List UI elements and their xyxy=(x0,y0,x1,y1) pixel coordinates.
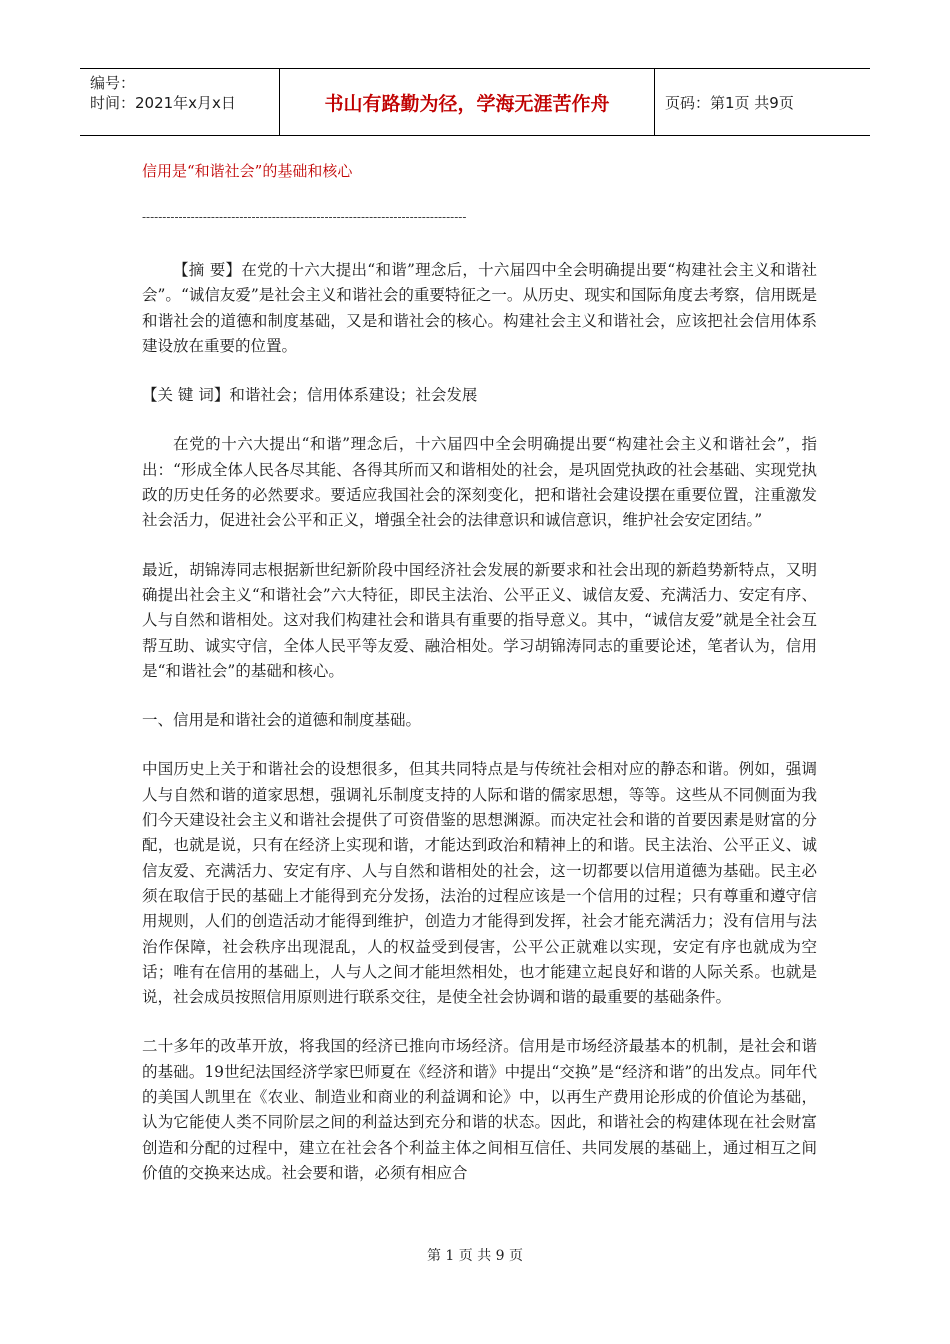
header-page-info: 页码：第1页 共9页 xyxy=(665,93,794,112)
page-footer: 第 1 页 共 9 页 xyxy=(426,1248,524,1264)
body-paragraph: 二十多年的改革开放，将我国的经济已推向市场经济。信用是市场经济最基本的机制，是社会和谐的基础。19世纪法国经济学家巴师夏在《经济和谐》中提出“交换”是“经济和谐”的出发点。同年代的美国人凯里在《农业、制造业和商业的利益调和论》中，以再生产费用论形成的价值论为基础，认为它能使人类不同阶层之间的利益达到充分和谐的状态。因此，和谐社会的构建体现在社会财富创造和分配的过程中，建立在社会各个利益主体之间相互信任、共同发展的基础上，通过相互之间价值的交换来达成。社会要和谐，必须有相应合 xyxy=(142,1037,817,1182)
page-header xyxy=(80,68,870,136)
body-paragraph: 在党的十六大提出“和谐”理念后，十六届四中全会明确提出要“构建社会主义和谐社会”，指出：“形成全体人民各尽其能、各得其所而又和谐相处的社会，是巩固党执政的社会基础、实现党执政的历史任务的必然要求。要适应我国社会的深刻变化，把和谐社会建设摆在重要位置，注重激发社会活力，促进社会公平和正义，增强全社会的法律意识和诚信意识，维护社会安定团结。” xyxy=(142,435,817,530)
abstract-paragraph: 【摘 要】在党的十六大提出“和谐”理念后，十六届四中全会明确提出要“构建社会主义和谐社会”。“诚信友爱”是社会主义和谐社会的重要特征之一。从历史、现实和国际角度去考察，信用既是和谐社会的道德和制度基础，又是和谐社会的核心。构建社会主义和谐社会，应该把社会信用体系建设放在重要的位置。 xyxy=(142,261,817,355)
divider-line: -------------------------------------------------------------------------------- xyxy=(142,210,467,224)
date-label: 时间：2021年x月x日 xyxy=(90,94,236,112)
number-label: 编号： xyxy=(90,74,136,92)
header-meta xyxy=(80,69,280,135)
section-heading: 一、信用是和谐社会的道德和制度基础。 xyxy=(142,711,422,730)
document-body xyxy=(142,258,817,1210)
body-paragraph: 最近，胡锦涛同志根据新世纪新阶段中国经济社会发展的新要求和社会出现的新趋势新特点，又明确提出社会主义“和谐社会”六大特征，即民主法治、公平正义、诚信友爱、充满活力、安定有序、人与自然和谐相处。这对我们构建社会和谐具有重要的指导意义。其中，“诚信友爱”就是全社会互帮互助、诚实守信，全体人民平等友爱、融洽相处。学习胡锦涛同志的重要论述，笔者认为，信用是“和谐社会”的基础和核心。 xyxy=(142,560,817,680)
document-title: 信用是“和谐社会”的基础和核心 xyxy=(142,162,353,180)
body-paragraph: 中国历史上关于和谐社会的设想很多，但其共同特点是与传统社会相对应的静态和谐。例如，强调人与自然和谐的道家思想，强调礼乐制度支持的人际和谐的儒家思想，等等。这些从不同侧面为我们今天建设社会主义和谐社会提供了可资借鉴的思想渊源。而决定社会和谐的首要因素是财富的分配，也就是说，只有在经济上实现和谐，才能达到政治和精神上的和谐。民主法治、公平正义、诚信友爱、充满活力、安定有序、人与自然和谐相处的社会，这一切都要以信用道德为基础。民主必须在取信于民的基础上才能得到充分发扬，法治的过程应该是一个信用的过程；只有尊重和遵守信用规则，人们的创造活动才能得到维护，创造力才能得到发挥，社会才能充满活力；没有信用与法治作保障，社会秩序出现混乱，人的权益受到侵害，公平公正就难以实现，安定有序也就成为空话；唯有在信用的基础上，人与人之间才能坦然相处，也才能建立起良好和谐的人际关系。也就是说，社会成员按照信用原则进行联系交往，是使全社会协调和谐的最重要的基础条件。 xyxy=(142,760,817,1007)
header-motto: 书山有路勤为径，学海无涯苦作舟 xyxy=(280,69,655,135)
keywords-paragraph: 【关 键 词】和谐社会；信用体系建设；社会发展 xyxy=(142,386,478,405)
